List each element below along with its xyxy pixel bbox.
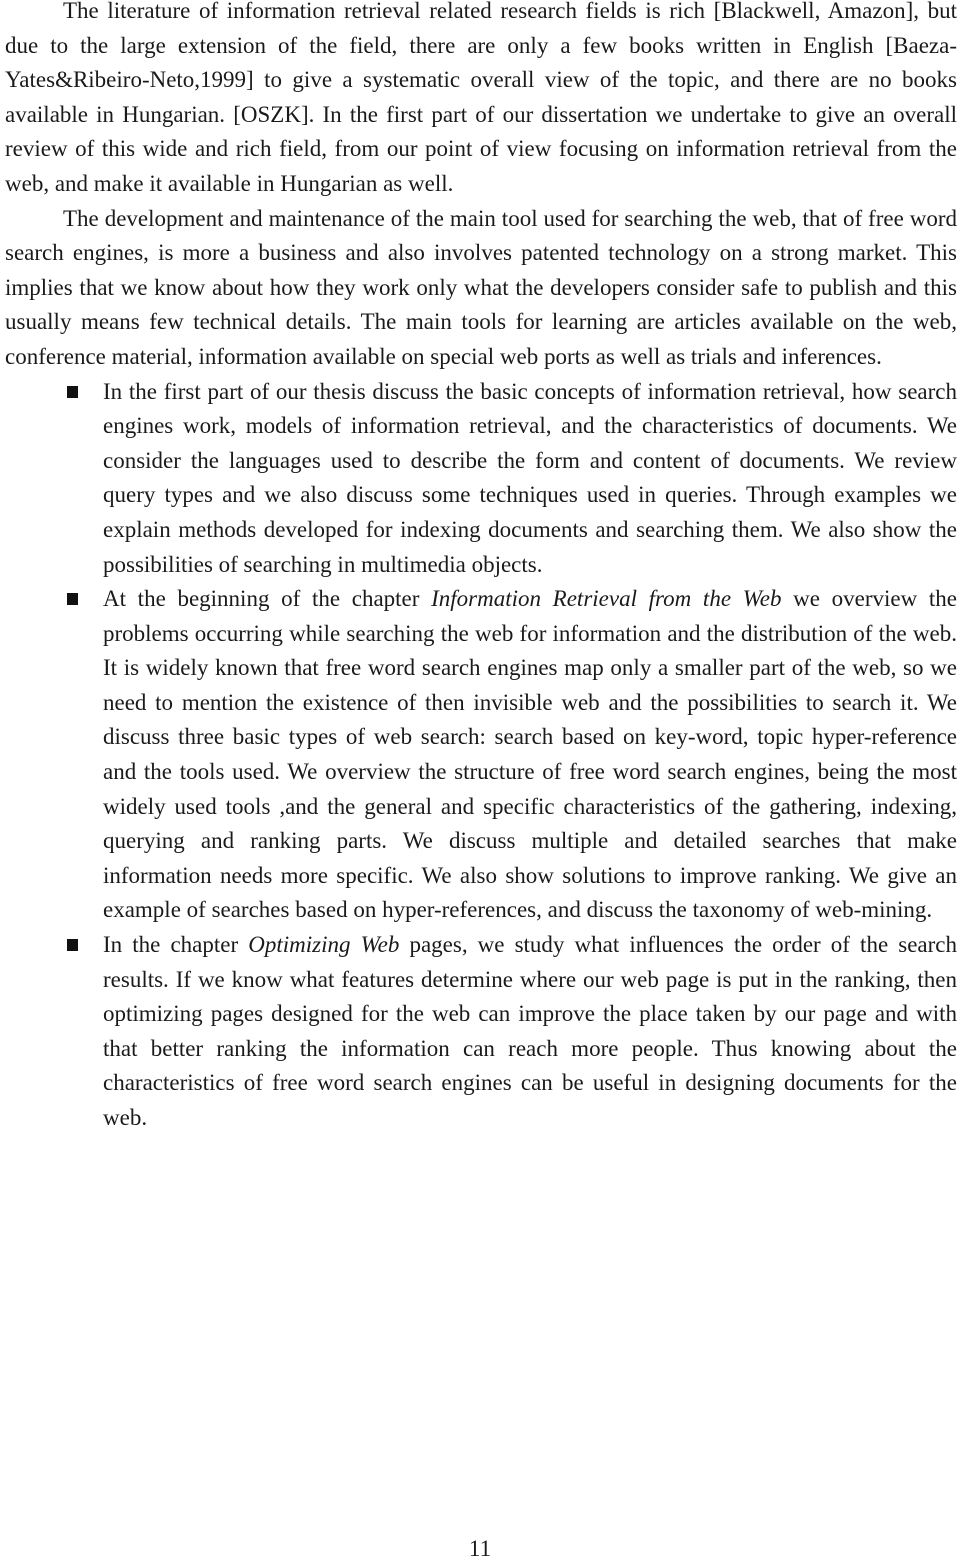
square-bullet-icon <box>67 939 78 951</box>
paragraph-literature: The literature of information retrieval related research fields is rich [Blackwell, Amazon], but due to the large extension of the field, there are only a few books written in English [Baeza-Yates&Ribeiro-Neto,1999] to give a systematic overall view of the topic, and there are no books available in Hungarian. [OSZK]. In the first part of our dissertation we undertake to give an overall review of this wide and rich field, from our point of view focusing on information retrieval from the web, and make it available in Hungarian as well. <box>5 0 957 196</box>
chapter-summary-list <box>5 375 957 1136</box>
list-item-text-rest: we overview the problems occurring while searching the web for information and the distribution of the web. It is widely known that free word search engines map only a smaller part of the web, so we need to mention the existence of then invisible web and the possibilities to search it. We discuss three basic types of web search: search based on key-word, topic hyper-reference and the tools used. We overview the structure of free word search engines, being the most widely used tools ,and the general and specific characteristics of the gathering, indexing, querying and ranking parts. We discuss multiple and detailed searches that make information needs more specific. We also show solutions to improve ranking. We give an example of searches based on hyper-references, and discuss the taxonomy of web-mining. <box>103 586 957 923</box>
page-number: 11 <box>468 1536 492 1561</box>
square-bullet-icon <box>67 593 78 605</box>
document-page <box>5 0 957 1136</box>
list-item <box>5 928 957 1136</box>
square-bullet-icon <box>67 386 78 398</box>
list-item-text-rest: pages, we study what influences the order of the search results. If we know what features determine where our web page is put in the ranking, then optimizing pages designed for the web can improve the place taken by our page and with that better ranking the information can reach more people. Thus knowing about the characteristics of free word search engines can be useful in designing documents for the web. <box>103 932 957 1130</box>
paragraph-development: The development and maintenance of the main tool used for searching the web, that of free word search engines, is more a business and also involves patented technology on a strong market. This implies that we know about how they work only what the developers consider safe to publish and this usually means few technical details. The main tools for learning are articles available on the web, conference material, information available on special web ports as well as trials and inferences. <box>5 205 957 369</box>
list-item <box>5 375 957 583</box>
list-item-text: In the first part of our thesis discuss the basic concepts of information retrieval, how search engines work, models of information retrieval, and the characteristics of documents. We consider the languages used to describe the form and content of documents. We review query types and we also discuss some techniques used in queries. Through examples we explain methods developed for indexing documents and searching them. We also show the possibilities of searching in multimedia objects. <box>103 378 957 577</box>
list-item-text-start: At the beginning of the chapter <box>103 586 432 612</box>
list-item <box>5 582 957 928</box>
chapter-title-italic: Optimizing Web <box>248 932 400 958</box>
list-item-text-start: In the chapter <box>103 932 249 958</box>
chapter-title-italic: Information Retrieval from the Web <box>431 586 782 612</box>
